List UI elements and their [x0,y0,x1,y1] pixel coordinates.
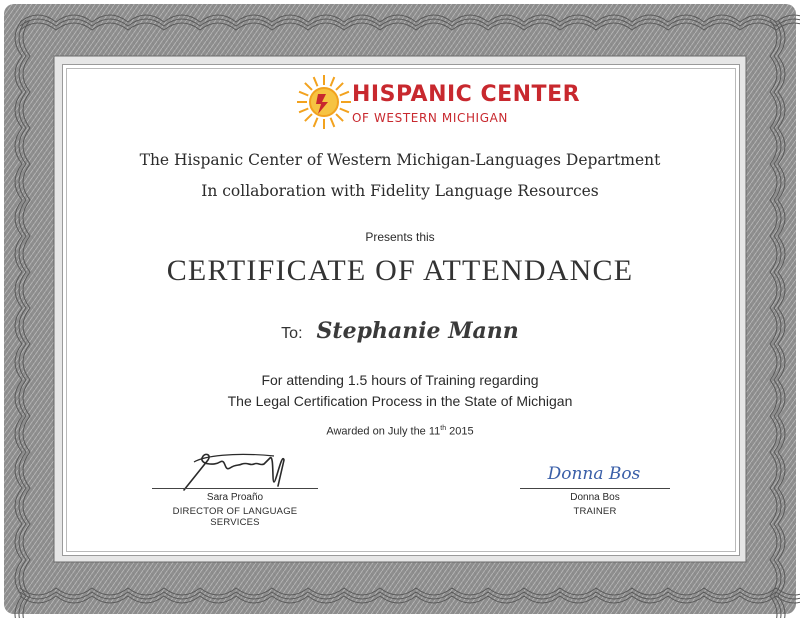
recipient-name: Stephanie Mann [316,318,519,344]
signer-name: Donna Bos [570,492,620,503]
signer-name: Sara Proaño [206,492,264,503]
organization-heading: The Hispanic Center of Western Michigan-Languages Department [139,151,661,169]
signer-title: DIRECTOR OF LANGUAGE SERVICES [172,506,298,528]
sun-logo-icon [292,72,352,134]
signature-line [152,488,318,489]
collaboration-line: In collaboration with Fidelity Language Resources [201,182,599,200]
handwritten-signature-sara [174,442,294,492]
awarded-prefix: Awarded on July the 11 [326,425,441,438]
signer-title: TRAINER [573,506,617,517]
logo-name-line1: HISPANIC CENTER [352,82,581,107]
recipient-row [0,318,800,344]
handwritten-signature-donna: Donna Bos [547,464,641,484]
certificate-title: CERTIFICATE OF ATTENDANCE [166,254,634,287]
to-label: To: [281,325,303,342]
logo-name-line2: OF WESTERN MICHIGAN [352,111,508,125]
reason-line-1: For attending 1.5 hours of Training regarding [261,372,539,388]
presents-text: Presents this [365,230,435,244]
hispanic-center-logo [292,72,581,138]
awarded-ordinal: th [440,425,447,432]
awarded-year: 2015 [446,425,474,438]
signature-line [520,488,670,489]
awarded-date [0,425,800,438]
reason-line-2: The Legal Certification Process in the State of Michigan [227,393,573,409]
